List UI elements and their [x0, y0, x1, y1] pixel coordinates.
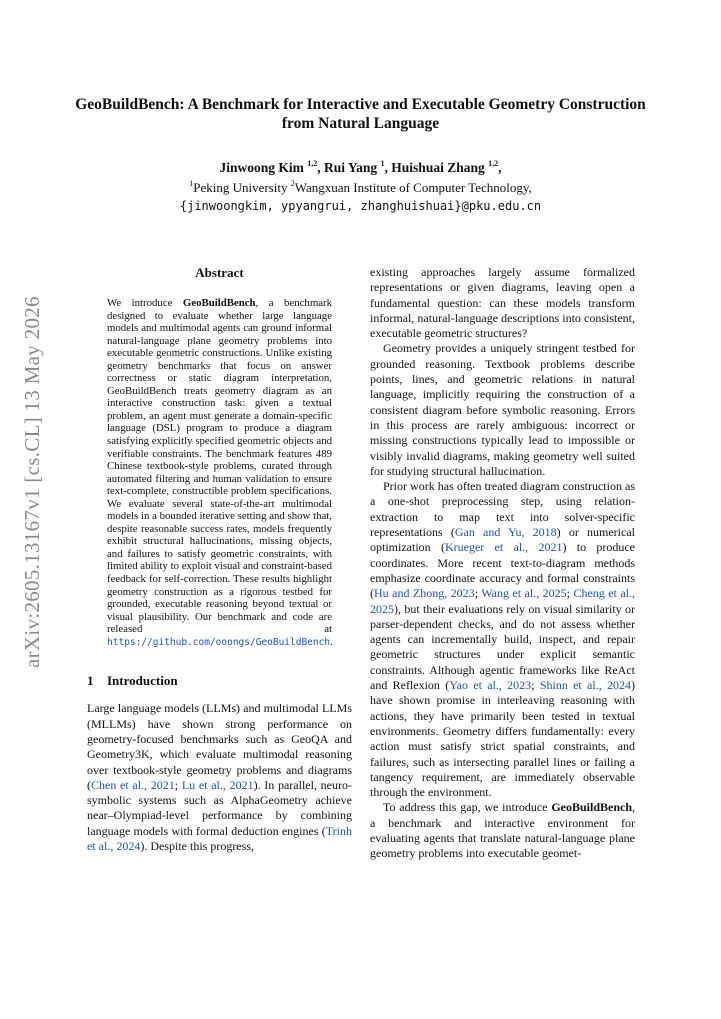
citation-link[interactable]: Yao et al., 2023 [449, 678, 532, 693]
citation-link[interactable]: Shinn et al., 2024 [539, 678, 631, 693]
affiliations [60, 180, 661, 196]
section-heading [87, 673, 352, 689]
citation-link[interactable]: Cheng et al., 2025 [370, 586, 635, 616]
intro-paragraph-continued: existing approaches largely assume formalized representations or given diagrams, leaving open a fundamental question: can these models transform informal, natural-language descriptions into consistent, executable geometric structures? [370, 265, 635, 341]
intro-paragraph: Prior work has often treated diagram construction as a one-shot preprocessing step, using relation-extraction to map text into solver-specific representations (Gan and Yu, 2018) or numerical optimization (Krueger et al., 2021) to produce coordinates. More recent text-to-diagram methods emphasize coordinate accuracy and formal constraints (Hu and Zhong, 2023; Wang et al., 2025; Cheng et al., 2025), but their evaluations rely on visual similarity or parser-dependent checks, and do not assess whether agents can incrementally build, inspect, and repair geometric structures under explicit semantic constraints. Although agentic frameworks like ReAct and Reflexion (Yao et al., 2023; Shinn et al., 2024) have shown promise in interleaving reasoning with actions, they have primarily been tested in textual environments. Geometry differs fundamentally: every action must satisfy strict spatial constraints, and failures, such as intersecting parallel lines or failing a tangency requirement, are immediately observable through the environment. [370, 479, 636, 800]
author-emails: {jinwoongkim, ypyangrui, zhanghuishuai}@pku.edu.cn [179, 199, 542, 213]
author-affil-mark: 1,2 [307, 159, 318, 168]
code-link[interactable]: https://github.com/ooongs/GeoBuildBench [107, 636, 331, 648]
affiliation-1: Peking University [193, 180, 288, 195]
affil-mark: 1 [189, 179, 194, 188]
author-name: Huishuai Zhang [391, 160, 485, 175]
citation-link[interactable]: Gan and Yu, 2018 [454, 525, 557, 540]
benchmark-name: GeoBuildBench [182, 297, 256, 309]
citation-link[interactable]: Hu and Zhong, 2023 [374, 586, 475, 601]
abstract-text: We introduce GeoBuildBench, a benchmark designed to evaluate whether large language models and multimodal agents can ground informal natural-language plane geometry problems into executable geometric constructions. Unlike existing geometry benchmarks that focus on answer correctness or static diagram interpretation, GeoBuildBench treats geometry diagram as an interactive construction task: given a textual problem, an agent must generate a domain-specific language (DSL) program to produce a diagram satisfying explicitly specified geometric objects and verifiable constraints. The benchmark features 489 Chinese textbook-style problems, curated through automated filtering and human validation to ensure text-complete, constructible problem specifications. We evaluate several state-of-the-art multimodal models in a bounded iterative setting and show that, despite reasonable success rates, models frequently exhibit structural hallucinations, missing objects, and failures to satisfy geometric constraints, with limited ability to exploit visual and constraint-based feedback for self-correction. These results highlight geometry construction as a rigorous testbed for grounded, executable reasoning beyond textual or visual plausibility. Our benchmark and code are released at https://github.com/ooongs/GeoBuildBench. [107, 297, 333, 648]
intro-paragraph: Large language models (LLMs) and multimodal LLMs (MLLMs) have shown strong performance on geometry-focused benchmarks such as GeoQA and Geometry3K, which evaluate multimodal reasoning over textbook-style geometry problems and diagrams (Chen et al., 2021; Lu et al., 2021). In parallel, neuro-symbolic systems such as AlphaGeometry achieve near–Olympiad-level performance by combining language models with formal deduction engines (Trinh et al., 2024). Despite this progress, [87, 701, 352, 853]
benchmark-name: GeoBuildBench [551, 800, 632, 815]
left-column [87, 265, 352, 854]
author-affil-mark: 1,2 [488, 159, 499, 168]
citation-link[interactable]: Krueger et al., 2021 [444, 540, 563, 555]
section-title: Introduction [107, 673, 178, 689]
affil-mark: 2 [290, 179, 295, 188]
intro-paragraph: Geometry provides a uniquely stringent testbed for grounded reasoning. Textbook problems describe points, lines, and geometric relations in natural language, implicitly requiring the construction of a consistent diagram before symbolic reasoning. Errors in this process are rarely ambiguous: incorrect or missing constructions typically lead to impossible or visibly invalid diagrams, making geometry well suited for studying structural hallucination. [370, 341, 635, 478]
author-affil-mark: 1 [380, 159, 385, 168]
author-name: Rui Yang [324, 160, 378, 175]
section-number: 1 [87, 673, 94, 689]
affiliation-2: Wangxuan Institute of Computer Technology, [294, 180, 532, 195]
arxiv-stamp: arXiv:2605.13167v1 [cs.CL] 13 May 2026 [20, 296, 44, 668]
author-name: Jinwoong Kim [219, 160, 304, 175]
author-list: Jinwoong Kim $^{1,2}$, Rui Yang $^1$, Huishuai Zhang $^{1,2}$, [219, 159, 502, 175]
paper-title: GeoBuildBench: A Benchmark for Interactive and Executable Geometry Construction from Natural Language [75, 96, 646, 132]
abstract-heading: Abstract [195, 265, 244, 280]
citation-link[interactable]: Chen et al., 2021 [91, 777, 175, 792]
citation-link[interactable]: Trinh et al., 2024 [87, 823, 352, 853]
citation-link[interactable]: Lu et al., 2021 [181, 777, 254, 792]
intro-paragraph: To address this gap, we introduce GeoBuildBench, a benchmark and interactive environment for evaluating agents that translate natural-language plane geometry problems into executable geomet- [370, 800, 635, 861]
citation-link[interactable]: Wang et al., 2025 [481, 586, 567, 601]
right-column [370, 265, 635, 862]
